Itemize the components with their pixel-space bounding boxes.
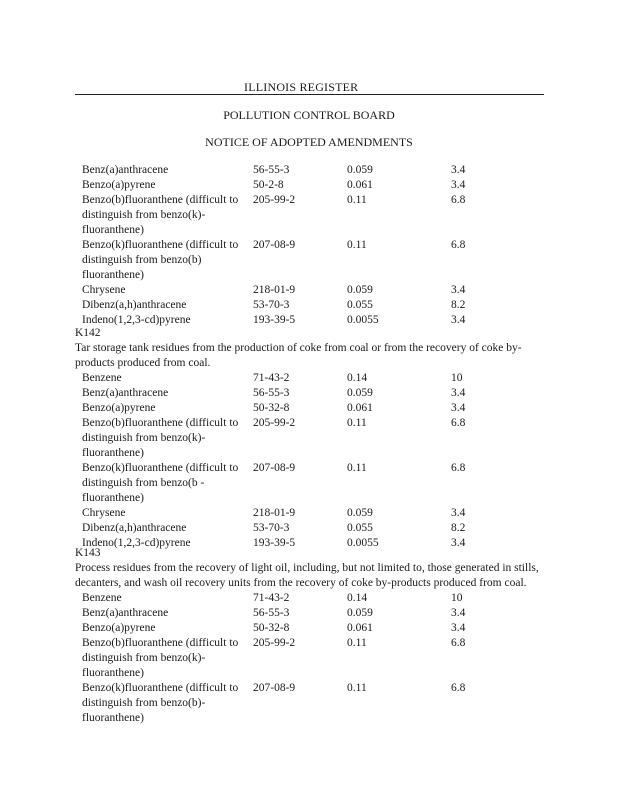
wastewater-standard: 0.061 <box>347 622 373 634</box>
wastewater-standard: 0.055 <box>347 522 373 534</box>
constituent-table <box>75 591 545 726</box>
wastewater-standard: 0.11 <box>347 637 367 649</box>
constituent-name: Indeno(1,2,3-cd)pyrene <box>82 537 191 549</box>
nonwastewater-standard: 10 <box>451 592 463 604</box>
nonwastewater-standard: 3.4 <box>451 179 466 191</box>
wastewater-standard: 0.059 <box>347 387 373 399</box>
table-row <box>75 461 545 506</box>
constituent-table <box>75 371 545 551</box>
table-row <box>75 401 545 416</box>
nonwastewater-standard: 3.4 <box>451 164 466 176</box>
wastewater-standard: 0.055 <box>347 299 373 311</box>
nonwastewater-standard: 8.2 <box>451 299 466 311</box>
cas-number: 207-08-9 <box>253 462 296 474</box>
constituent-name: Dibenz(a,h)anthracene <box>82 522 187 534</box>
constituent-name: Benzo(b)fluoranthene (difficult to distinguish from benzo(k)-fluoranthene) <box>82 417 239 459</box>
wastewater-standard: 0.059 <box>347 164 373 176</box>
nonwastewater-standard: 6.8 <box>451 194 466 206</box>
nonwastewater-standard: 6.8 <box>451 682 466 694</box>
nonwastewater-standard: 3.4 <box>451 402 466 414</box>
table-row <box>75 163 545 178</box>
constituent-name: Benzo(a)pyrene <box>82 179 156 191</box>
table-row <box>75 178 545 193</box>
constituent-name: Chrysene <box>82 284 126 296</box>
waste-description: Tar storage tank residues from the production of coke from coal or from the recovery of coke by-products produced from coal. <box>75 342 522 369</box>
waste-code: K143 <box>75 547 101 559</box>
constituent-name: Benzo(b)fluoranthene (difficult to distinguish from benzo(k)-fluoranthene) <box>82 194 239 236</box>
table-row <box>75 681 545 726</box>
constituent-name: Benz(a)anthracene <box>82 607 169 619</box>
wastewater-standard: 0.14 <box>347 592 368 604</box>
constituent-name: Benz(a)anthracene <box>82 387 169 399</box>
nonwastewater-standard: 6.8 <box>451 417 466 429</box>
constituent-name: Benzo(a)pyrene <box>82 402 156 414</box>
notice-title: NOTICE OF ADOPTED AMENDMENTS <box>205 135 413 149</box>
waste-description: Process residues from the recovery of light oil, including, but not limited to, those generated in stills, decanters, and wash oil recovery units from the recovery of coke by-products produced from coal. <box>75 562 539 589</box>
wastewater-standard: 0.0055 <box>347 314 379 326</box>
wastewater-standard: 0.0055 <box>347 537 379 549</box>
table-row <box>75 621 545 636</box>
wastewater-standard: 0.061 <box>347 402 373 414</box>
nonwastewater-standard: 3.4 <box>451 607 466 619</box>
table-row <box>75 238 545 283</box>
constituent-name: Chrysene <box>82 507 126 519</box>
wastewater-standard: 0.11 <box>347 682 367 694</box>
cas-number: 53-70-3 <box>253 299 290 311</box>
cas-number: 56-55-3 <box>253 607 290 619</box>
constituent-name: Benzo(b)fluoranthene (difficult to distinguish from benzo(k)-fluoranthene) <box>82 637 239 679</box>
table-row <box>75 416 545 461</box>
cas-number: 205-99-2 <box>253 417 296 429</box>
table-row <box>75 283 545 298</box>
cas-number: 50-32-8 <box>253 622 290 634</box>
cas-number: 53-70-3 <box>253 522 290 534</box>
table-row <box>75 298 545 313</box>
section-k142 <box>75 326 545 551</box>
cas-number: 207-08-9 <box>253 239 296 251</box>
wastewater-standard: 0.11 <box>347 194 367 206</box>
table-row <box>75 371 545 386</box>
cas-number: 56-55-3 <box>253 164 290 176</box>
constituent-name: Benzo(k)fluoranthene (difficult to distinguish from benzo(b)-fluoranthene) <box>82 682 239 724</box>
cas-number: 218-01-9 <box>253 284 296 296</box>
constituent-name: Indeno(1,2,3-cd)pyrene <box>82 314 191 326</box>
cas-number: 56-55-3 <box>253 387 290 399</box>
nonwastewater-standard: 3.4 <box>451 537 466 549</box>
constituent-name: Benzo(k)fluoranthene (difficult to distinguish from benzo(b) fluoranthene) <box>82 239 239 281</box>
nonwastewater-standard: 6.8 <box>451 239 466 251</box>
cas-number: 205-99-2 <box>253 194 296 206</box>
table-row <box>75 521 545 536</box>
nonwastewater-standard: 6.8 <box>451 637 466 649</box>
wastewater-standard: 0.059 <box>347 607 373 619</box>
wastewater-standard: 0.059 <box>347 507 373 519</box>
nonwastewater-standard: 3.4 <box>451 314 466 326</box>
wastewater-standard: 0.061 <box>347 179 373 191</box>
waste-code: K142 <box>75 327 101 339</box>
constituent-name: Dibenz(a,h)anthracene <box>82 299 187 311</box>
header-rule <box>75 94 544 95</box>
nonwastewater-standard: 10 <box>451 372 463 384</box>
table-row <box>75 506 545 521</box>
wastewater-standard: 0.14 <box>347 372 368 384</box>
wastewater-standard: 0.11 <box>347 462 367 474</box>
table-row <box>75 606 545 621</box>
board-title: POLLUTION CONTROL BOARD <box>223 108 395 122</box>
register-title: ILLINOIS REGISTER <box>244 80 359 94</box>
wastewater-standard: 0.11 <box>347 239 367 251</box>
table-row <box>75 386 545 401</box>
section-continued <box>75 163 545 328</box>
constituent-name: Benzene <box>82 592 122 604</box>
table-row <box>75 591 545 606</box>
cas-number: 71-43-2 <box>253 372 290 384</box>
section-k143 <box>75 546 545 726</box>
nonwastewater-standard: 8.2 <box>451 522 466 534</box>
nonwastewater-standard: 3.4 <box>451 507 466 519</box>
nonwastewater-standard: 3.4 <box>451 387 466 399</box>
cas-number: 207-08-9 <box>253 682 296 694</box>
cas-number: 218-01-9 <box>253 507 296 519</box>
constituent-name: Benzo(a)pyrene <box>82 622 156 634</box>
cas-number: 193-39-5 <box>253 314 296 326</box>
cas-number: 50-32-8 <box>253 402 290 414</box>
cas-number: 205-99-2 <box>253 637 296 649</box>
nonwastewater-standard: 3.4 <box>451 622 466 634</box>
nonwastewater-standard: 6.8 <box>451 462 466 474</box>
table-row <box>75 636 545 681</box>
constituent-table <box>75 163 545 328</box>
constituent-name: Benz(a)anthracene <box>82 164 169 176</box>
cas-number: 71-43-2 <box>253 592 290 604</box>
cas-number: 193-39-5 <box>253 537 296 549</box>
constituent-name: Benzo(k)fluoranthene (difficult to distinguish from benzo(b - fluoranthene) <box>82 462 239 504</box>
wastewater-standard: 0.059 <box>347 284 373 296</box>
nonwastewater-standard: 3.4 <box>451 284 466 296</box>
constituent-name: Benzene <box>82 372 122 384</box>
cas-number: 50-2-8 <box>253 179 284 191</box>
table-row <box>75 193 545 238</box>
wastewater-standard: 0.11 <box>347 417 367 429</box>
